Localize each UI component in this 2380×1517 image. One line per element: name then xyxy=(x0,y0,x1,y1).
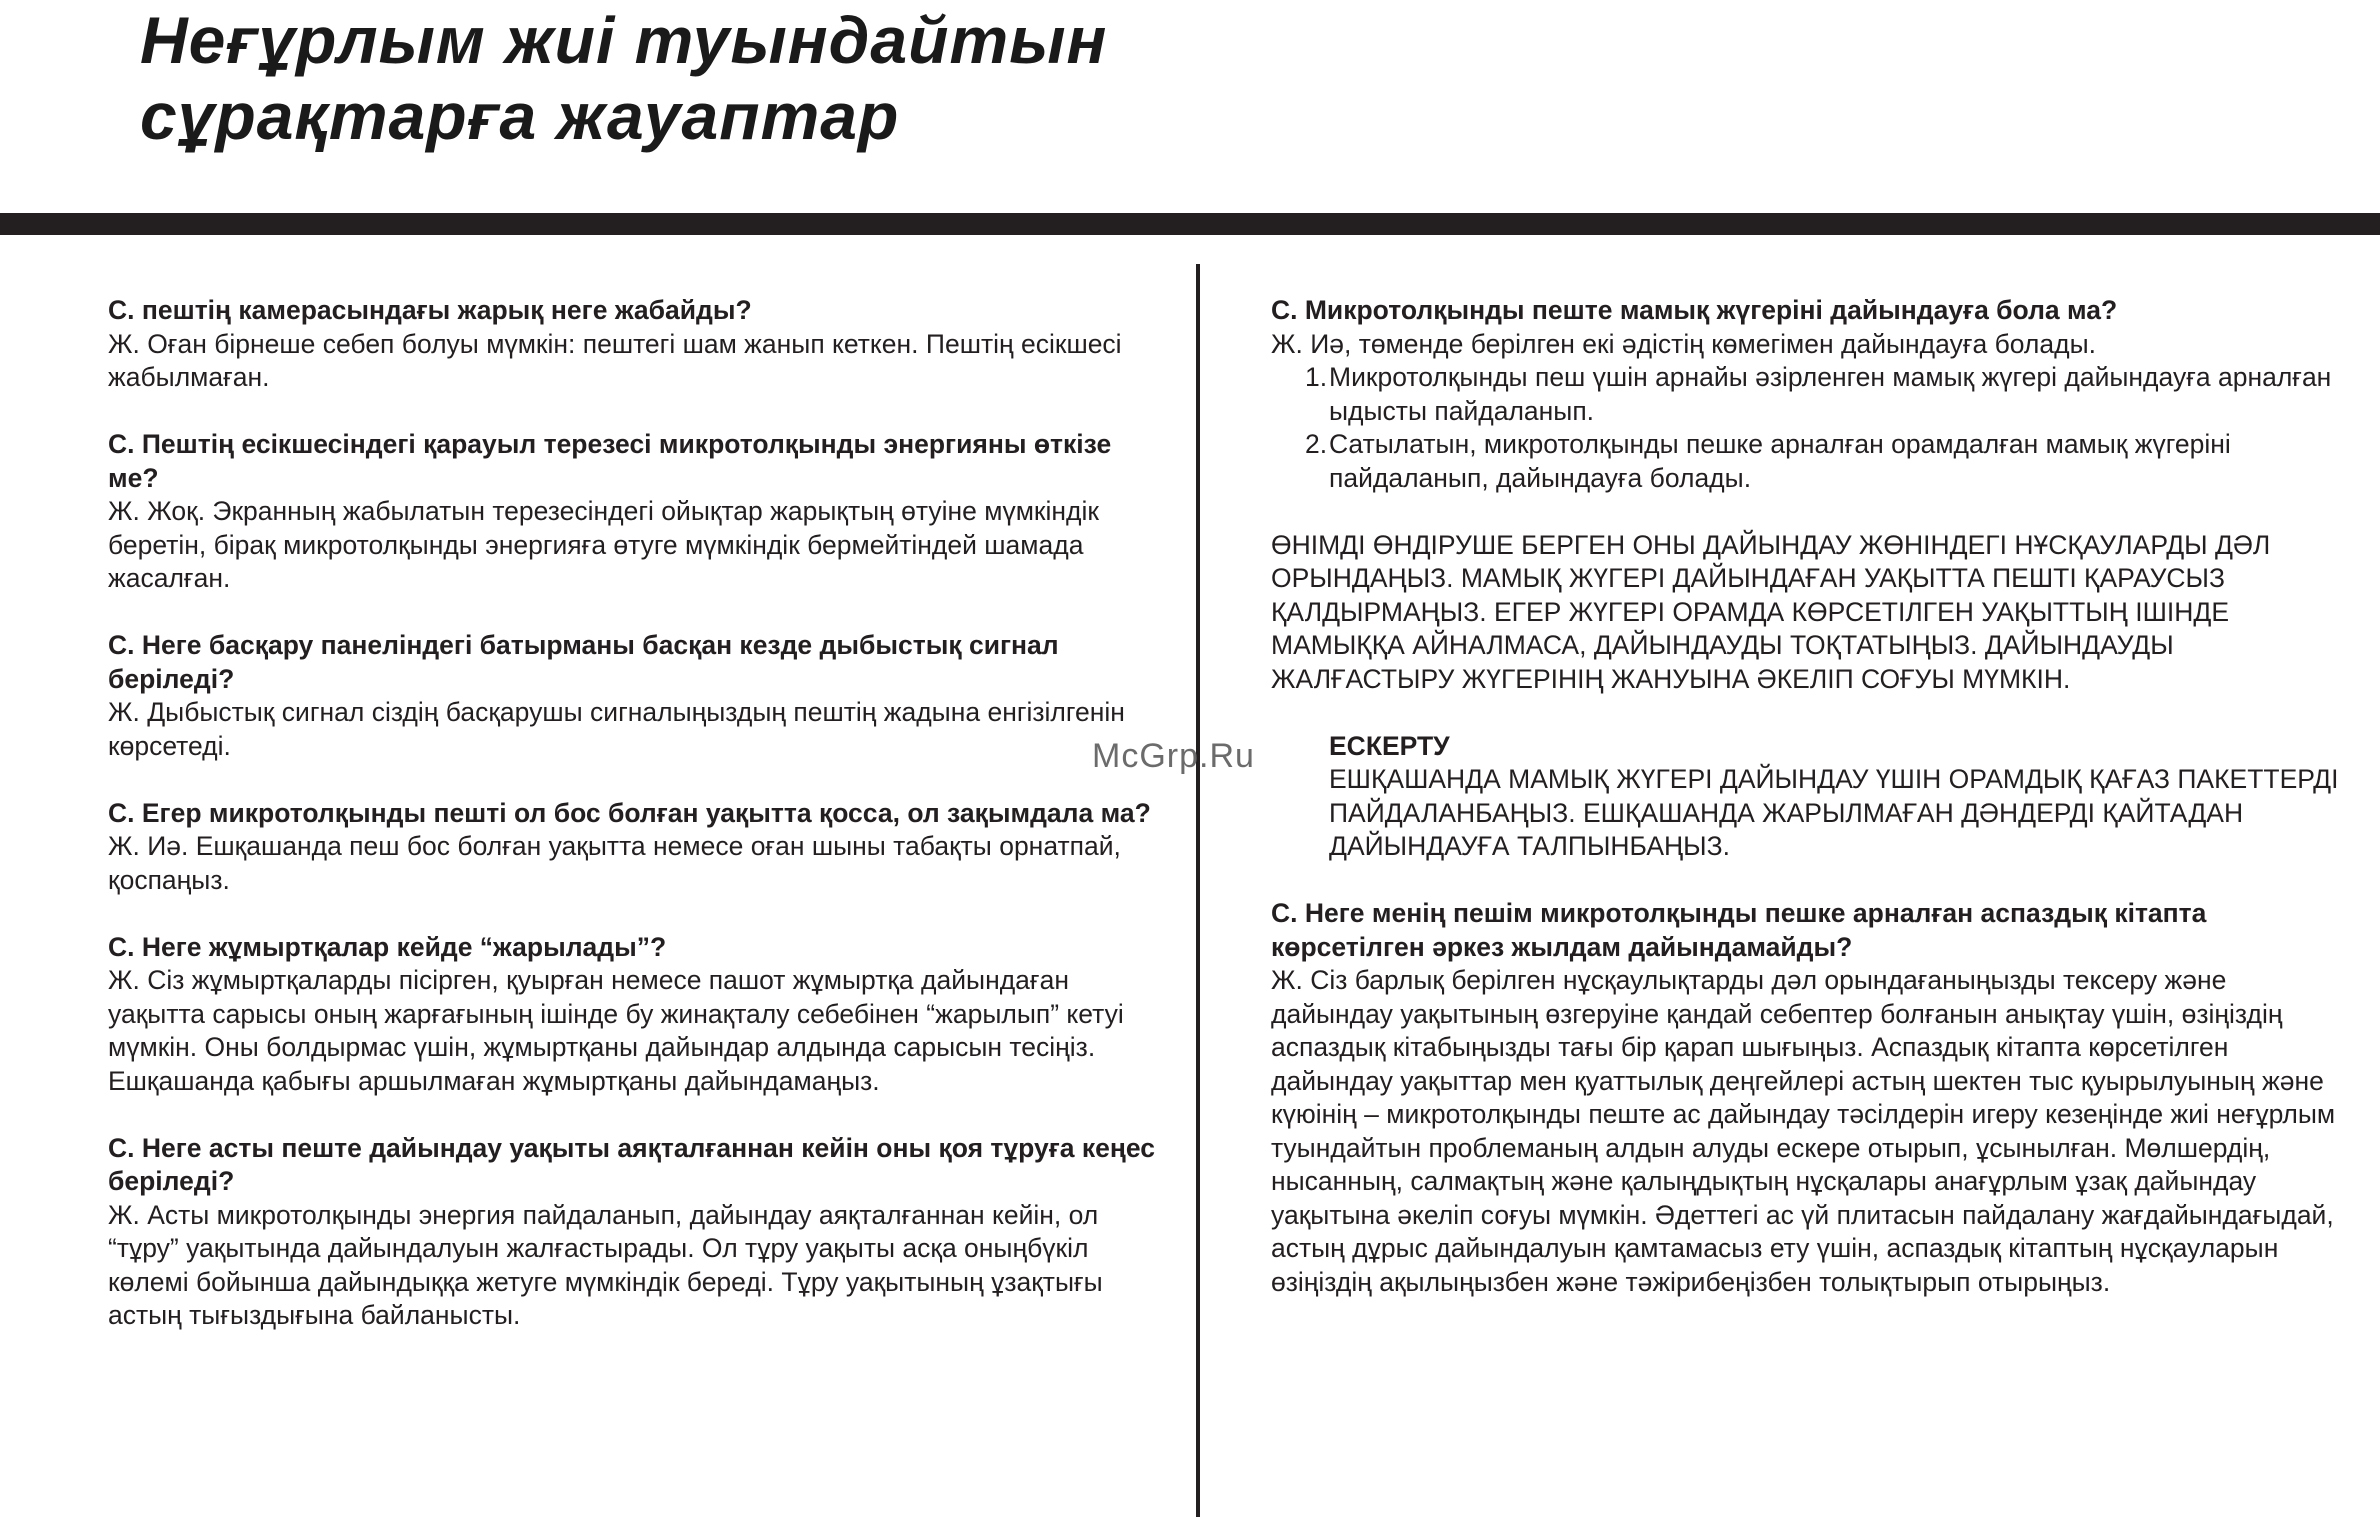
faq-answer: Ж. Иә. Ешқашанда пеш бос болған уақытта немесе оған шыны табақты орнатпай, қоспаңыз. xyxy=(108,831,1121,895)
popcorn-methods-list xyxy=(1271,361,2341,495)
faq-question: С. Егер микротолқынды пешті ол бос болған уақытта қосса, ол зақымдала ма? xyxy=(108,797,1151,828)
faq-answer: Ж. Асты микротолқынды энергия пайдаланып, дайындау аяқталғаннан кейін, ол “тұру” уақытында дайындалуын жалғастырады. Ол тұру уақыты асқа оныңбүкіл көлемі бойынша дайындыққа жетуге мүмкіндік береді. Тұру уақытының ұзақтығы астың тығыздығына байланысты. xyxy=(108,1199,1103,1330)
faq-answer: Ж. Жоқ. Экранның жабылатын терезесіндегі ойықтар жарықтың өтуіне мүмкіндік беретін, бірақ микротолқынды энергияға өтуге мүмкіндік бермейтіндей шамада жасалған. xyxy=(108,496,1099,593)
left-column xyxy=(108,294,1158,1366)
warning-text: ЕШҚАШАНДА МАМЫҚ ЖҮГЕРІ ДАЙЫНДАУ ҮШІН ОРАМДЫҚ ҚАҒАЗ ПАКЕТТЕРДІ ПАЙДАЛАНБАҢЫЗ. ЕШҚАШАНДА ЖАРЫЛМАҒАН ДӘНДЕРДІ ҚАЙТАДАН ДАЙЫНДАУҒА ТАЛПЫНБАҢЫЗ. xyxy=(1329,764,2339,861)
page-title xyxy=(140,2,1107,154)
faq-answer: Ж. Сіз жұмыртқаларды пісірген, қуырған немесе пашот жұмыртқа дайындаған уақытта сарысы оның жарғағының ішінде бу жинақталу себебінен “жарылып” кетуі мүмкін. Оны болдырмас үшін, жұмыртқаны дайындар алдында сарысын тесіңіз. Ешқашанда қабығы аршылмаған жұмыртқаны дайындамаңыз. xyxy=(108,965,1124,1096)
faq-item-window xyxy=(108,428,1158,596)
faq-question: С. Неге жұмыртқалар кейде “жарылады”? xyxy=(108,931,667,962)
list-item-number: 2. xyxy=(1305,429,1328,459)
list-item-text: Сатылатын, микротолқынды пешке арналған орамдалған мамық жүгеріні пайдаланып, дайындауға болады. xyxy=(1329,429,2231,493)
list-item-number: 1. xyxy=(1305,362,1328,392)
faq-answer: Ж. Сіз барлық берілген нұсқаулықтарды дәл орындағаныңызды тексеру және дайындау уақытының өзгеруіне қандай себептер болғанын анықтау үшін, өзіңіздің аспаздық кітабыңызды тағы бір қарап шығыңыз. Аспаздық кітапта көрсетілген дайындау уақыттар мен қуаттылық деңгейлері астың шектен тыс қуырылуының және күюінің – микротолқынды пеште ас дайындау тәсілдерін игеру кезеңінде жиі неғұрлым туындайтын проблеманың алдын алуды ескере отырып, ұсынылған. Мөлшердің, нысанның, салмақтың және қалыңдықтың нұсқалары анағұрлым ұзақ дайындау уақытына әкеліп соғуы мүмкін. Әдеттегі ас үй плитасын пайдалану жағдайындағыдай, астың дұрыс дайындалуын қамтамасыз ету үшін, аспаздық кітаптың нұсқауларын өзіңіздің ақылыңызбен және тәжірибеңізбен толықтырып отырыңыз. xyxy=(1271,965,2336,1297)
faq-item-popcorn xyxy=(1271,294,2341,495)
faq-item-standing-time xyxy=(108,1132,1158,1333)
faq-item-cookbook xyxy=(1271,897,2341,1299)
faq-question: С. Пештің есікшесіндегі қарауыл терезесі микротолқынды энергияны өткізе ме? xyxy=(108,429,1112,493)
faq-question: С. пештің камерасындағы жарық неге жабайды? xyxy=(108,295,752,325)
faq-answer: Ж. Иә, төменде берілген екі әдістің көмегімен дайындауға болады. xyxy=(1271,328,2097,359)
right-column xyxy=(1271,294,2341,1333)
popcorn-instructions-caps: ӨНІМДІ ӨНДІРУШЕ БЕРГЕН ОНЫ ДАЙЫНДАУ ЖӨНІНДЕГІ НҰСҚАУЛАРДЫ ДӘЛ ОРЫНДАҢЫЗ. МАМЫҚ ЖҮГЕРІ ДАЙЫНДАҒАН УАҚЫТТА ПЕШТІ ҚАРАУСЫЗ ҚАЛДЫРМАҢЫЗ. ЕГЕР ЖҮГЕРІ ОРАМДА КӨРСЕТІЛГЕН УАҚЫТТЫҢ ІШІНДЕ МАМЫҚҚА АЙНАЛМАСА, ДАЙЫНДАУДЫ ТОҚТАТЫҢЫЗ. ДАЙЫНДАУДЫ ЖАЛҒАСТЫРУ ЖҮГЕРІНІҢ ЖАНУЫНА ӘКЕЛІП СОҒУЫ МҮМКІН. xyxy=(1271,529,2271,694)
faq-item-empty-oven xyxy=(108,797,1158,898)
faq-question: С. Микротолқынды пеште мамық жүгеріні дайындауға бола ма? xyxy=(1271,295,2118,325)
column-divider xyxy=(1196,264,1200,1517)
faq-question: С. Неге асты пеште дайындау уақыты аяқталғаннан кейін оны қоя тұруға кеңес беріледі? xyxy=(108,1132,1155,1196)
faq-answer: Ж. Оған бірнеше себеп болуы мүмкін: пештегі шам жанып кеткен. Пештің есікшесі жабылмаған. xyxy=(108,328,1122,392)
list-item xyxy=(1271,361,2341,428)
header-rule xyxy=(0,213,2380,235)
faq-answer: Ж. Дыбыстық сигнал сіздің басқарушы сигналыңыздың пештің жадына енгізілгенін көрсетеді. xyxy=(108,697,1125,761)
warning-block xyxy=(1329,730,2341,864)
page-title-line-2: сұрақтарға жауаптар xyxy=(140,79,900,153)
faq-item-eggs xyxy=(108,931,1158,1099)
faq-question: С. Неге басқару панеліндегі батырманы басқан кезде дыбыстық сигнал беріледі? xyxy=(108,630,1059,694)
page-title-line-1: Неғұрлым жиі туындайтын xyxy=(140,3,1108,77)
watermark: McGrp.Ru xyxy=(1092,737,1255,775)
list-item-text: Микротолқынды пеш үшін арнайы әзірленген мамық жүгері дайындауға арналған ыдысты пайдаланып. xyxy=(1329,362,2332,426)
faq-item-light xyxy=(108,294,1158,395)
faq-question: С. Неге менің пешім микротолқынды пешке арналған аспаздық кітапта көрсетілген әркез жылдам дайындамайды? xyxy=(1271,898,2207,962)
faq-item-beep xyxy=(108,629,1158,763)
list-item xyxy=(1271,428,2341,495)
warning-title: ЕСКЕРТУ xyxy=(1329,730,1450,761)
